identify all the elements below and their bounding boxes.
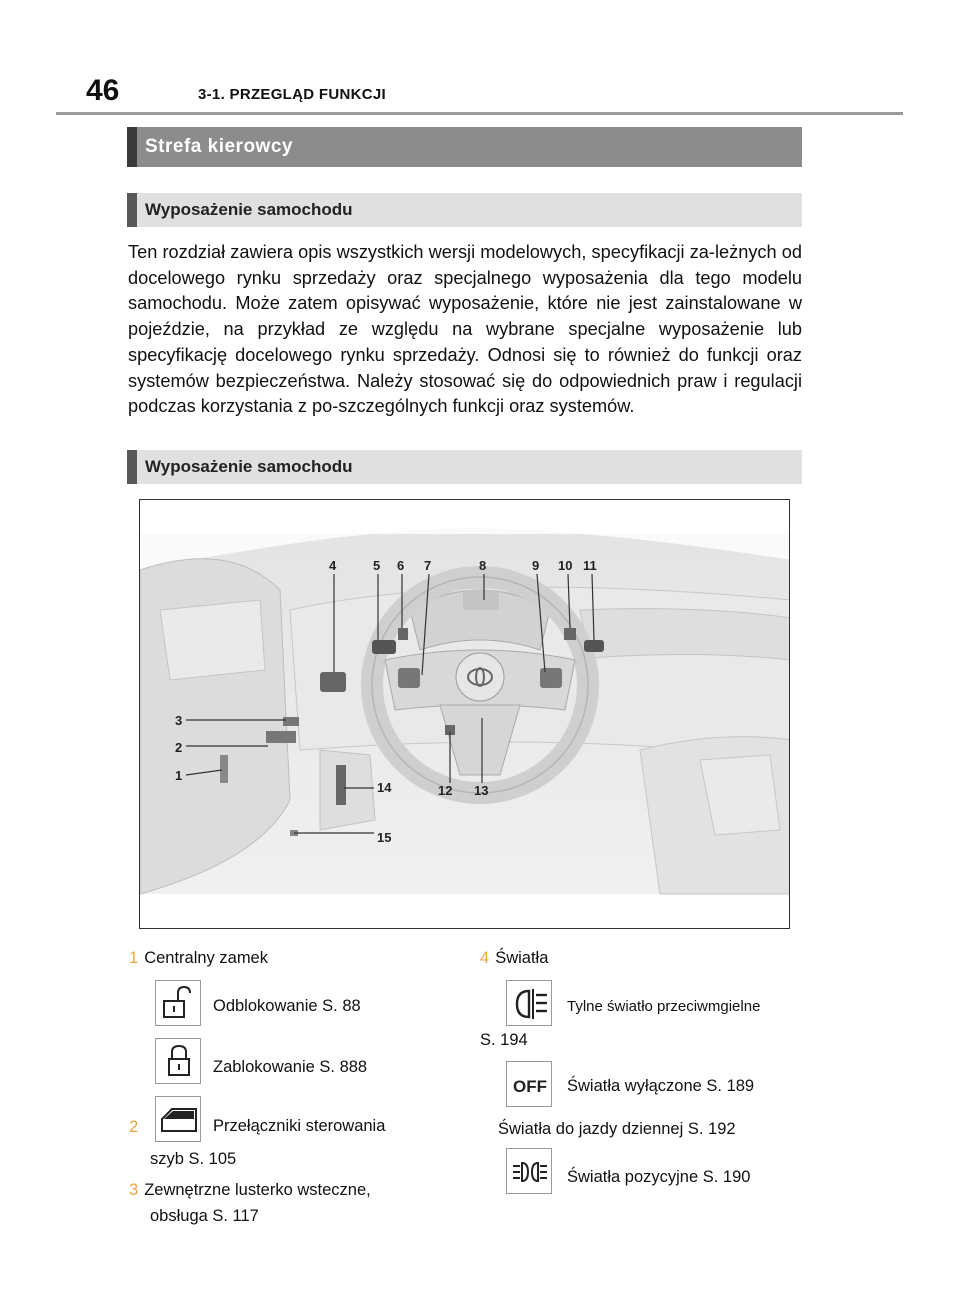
callout-13: 13 <box>474 783 489 798</box>
drl-label: Światła do jazdy dziennej S. 192 <box>498 1120 736 1138</box>
item-2-label: Przełączniki sterowania <box>213 1117 386 1135</box>
callout-10: 10 <box>558 558 573 573</box>
rear-fog-light-icon <box>506 980 552 1026</box>
callout-2: 2 <box>175 740 183 755</box>
unlock-icon <box>155 980 201 1026</box>
callout-14: 14 <box>377 780 392 795</box>
lock-icon <box>155 1038 201 1084</box>
chapter-title: 3-1. PRZEGLĄD FUNKCJI <box>198 86 386 103</box>
subsection-title-1: Wyposażenie samochodu <box>127 193 802 227</box>
item-3: 3 Zewnętrzne lusterko wsteczne, <box>129 1181 371 1199</box>
page-number: 46 <box>86 74 120 107</box>
item-label: Centralny zamek <box>144 949 268 967</box>
callout-5: 5 <box>373 558 381 573</box>
lights-off-icon <box>506 1061 552 1107</box>
window-switch-icon <box>155 1096 201 1142</box>
subsection-title-2: Wyposażenie samochodu <box>127 450 802 484</box>
item-4: 4 Światła <box>480 949 549 967</box>
item-2-number: 2 <box>129 1118 139 1136</box>
callout-4: 4 <box>329 558 337 573</box>
callout-3: 3 <box>175 713 183 728</box>
item-2-label-cont: szyb S. 105 <box>150 1150 237 1168</box>
item-1 <box>129 949 268 968</box>
svg-text:OFF: OFF <box>513 1077 547 1096</box>
callout-1: 1 <box>175 768 183 783</box>
callout-15: 15 <box>377 830 392 845</box>
callout-6: 6 <box>397 558 405 573</box>
callout-11: 11 <box>583 558 597 573</box>
header-rule <box>56 112 903 115</box>
page-header <box>0 0 960 120</box>
unlock-label: Odblokowanie S. 88 <box>213 997 361 1015</box>
intro-paragraph: Ten rozdział zawiera opis wszystkich wersji modelowych, specyfikacji za-leżnych od docelowego rynku sprzedaży oraz specjalnego wyposażenia dla tego modelu samochodu. Może zatem opisywać wyposażenie, które nie jest zainstalowane w pojeździe, na przykład ze względu na wybrane specjalne wyposażenie lub specyfikację docelowego rynku sprzedaży. Odnosi się to również do funkcji oraz systemów bezpieczeństwa. Należy stosować się do odpowiednich praw i regulacji podczas korzystania z po-szczególnych funkcji oraz systemów. <box>128 242 802 417</box>
callout-9: 9 <box>532 558 540 573</box>
rear-fog-label-cont: S. 194 <box>480 1031 528 1049</box>
lock-label: Zablokowanie S. 888 <box>213 1058 368 1076</box>
item-number: 1 <box>129 949 139 967</box>
callout-8: 8 <box>479 558 487 573</box>
cockpit-illustration <box>139 499 790 929</box>
parking-lights-icon <box>506 1148 552 1194</box>
section-title: Strefa kierowcy <box>127 127 802 167</box>
rear-fog-label: Tylne światło przeciwmgielne <box>567 998 761 1015</box>
callout-labels <box>140 500 790 929</box>
parking-lights-label: Światła pozycyjne S. 190 <box>567 1168 751 1186</box>
lights-off-label: Światła wyłączone S. 189 <box>567 1077 755 1095</box>
callout-12: 12 <box>438 783 453 798</box>
item-3-label-cont: obsługa S. 117 <box>150 1207 259 1225</box>
callout-7: 7 <box>424 558 432 573</box>
